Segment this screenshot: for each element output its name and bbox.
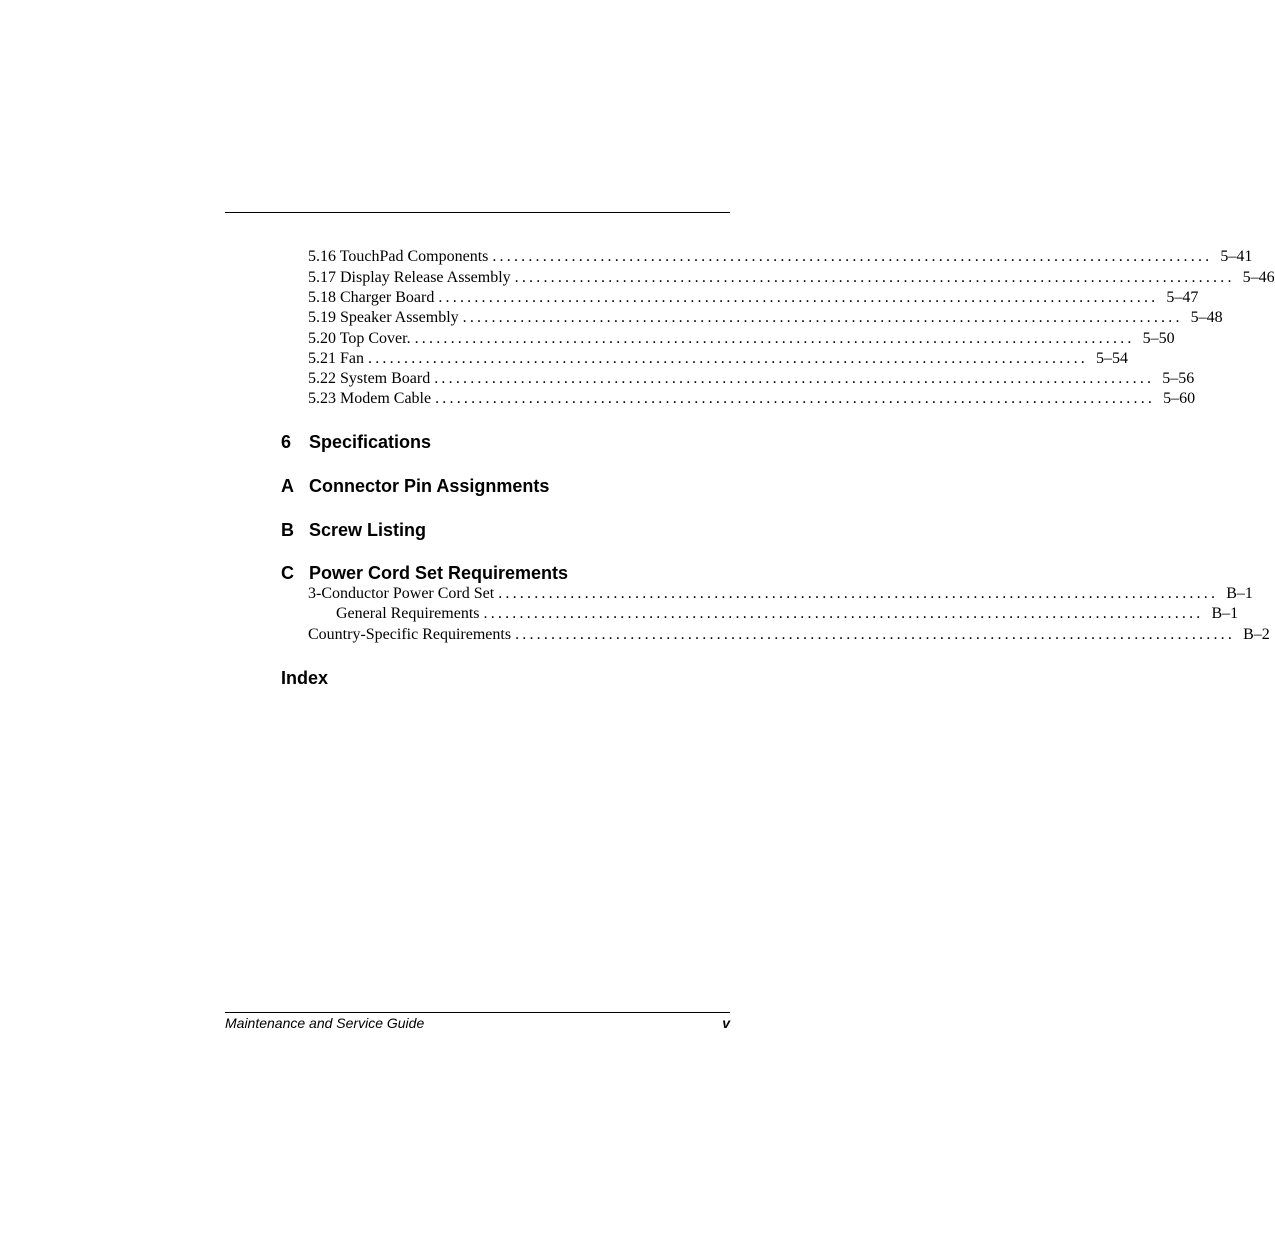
toc-entry-page: 5–54 xyxy=(1096,350,1128,367)
toc-entry[interactable] xyxy=(336,604,1239,624)
leader-dots: .................................................................................................... xyxy=(514,269,1235,286)
chapter-number: A xyxy=(281,476,294,496)
chapter-number: 6 xyxy=(281,432,292,452)
toc-entry[interactable] xyxy=(308,329,1175,349)
chapter-heading[interactable] xyxy=(281,474,549,498)
toc-entry-title: 5.19 Speaker Assembly xyxy=(308,309,459,326)
toc-entry[interactable] xyxy=(308,288,1199,308)
toc-entry-title: 5.23 Modem Cable xyxy=(308,390,432,407)
leader-dots: .................................................................................................... xyxy=(515,626,1236,643)
toc-entry-page: B–1 xyxy=(1226,585,1253,602)
toc-entry[interactable] xyxy=(308,247,1253,267)
page-number: v xyxy=(722,1015,730,1031)
toc-entry-title: 5.22 System Board xyxy=(308,370,431,387)
toc-entry-page: 5–50 xyxy=(1142,330,1175,347)
leader-dots: .................................................................................................... xyxy=(438,289,1159,306)
toc-entry-page: 5–41 xyxy=(1220,248,1253,265)
leader-dots: .................................................................................................... xyxy=(498,585,1219,602)
leader-dots: .................................................................................................... xyxy=(492,248,1213,265)
toc-entry[interactable] xyxy=(308,625,1270,645)
page-footer xyxy=(225,1013,730,1033)
chapter-number: C xyxy=(281,563,294,583)
chapter-heading[interactable] xyxy=(281,518,426,542)
toc-entry-title: 5.18 Charger Board xyxy=(308,289,435,306)
leader-dots: .................................................................................................... xyxy=(414,330,1135,347)
toc-entry[interactable] xyxy=(308,308,1223,328)
index-heading[interactable]: Index xyxy=(281,668,329,688)
guide-title: Maintenance and Service Guide xyxy=(225,1015,425,1031)
toc-entry-page: 5–48 xyxy=(1190,309,1223,326)
toc-entry[interactable] xyxy=(308,369,1195,389)
toc-entry[interactable] xyxy=(308,268,1275,288)
chapter-title: Power Cord Set Requirements xyxy=(309,563,569,583)
toc-entry-title: Country-Specific Requirements xyxy=(308,626,512,643)
toc-entry-title: 3-Conductor Power Cord Set xyxy=(308,585,495,602)
toc-entry-title: General Requirements xyxy=(336,605,480,622)
toc-entry-page: 5–47 xyxy=(1166,289,1199,306)
chapter-title: Specifications xyxy=(309,432,432,452)
chapter-heading[interactable] xyxy=(281,561,568,585)
chapter-title: Screw Listing xyxy=(309,520,427,540)
header-rule xyxy=(225,212,730,213)
toc-entry-title: 5.21 Fan xyxy=(308,350,364,367)
leader-dots: .................................................................................................... xyxy=(462,309,1183,326)
leader-dots: .................................................................................................... xyxy=(435,390,1156,407)
chapter-number: B xyxy=(281,520,294,540)
chapter-title: Connector Pin Assignments xyxy=(309,476,550,496)
leader-dots: .................................................................................................... xyxy=(434,370,1155,387)
toc-entry[interactable] xyxy=(308,349,1128,369)
toc-entry-title: 5.20 Top Cover. xyxy=(308,330,411,347)
toc-entry-page: B–1 xyxy=(1211,605,1239,622)
toc-entry[interactable] xyxy=(308,389,1196,409)
toc-entry-page: 5–46 xyxy=(1242,269,1275,286)
toc-entry-title: 5.17 Display Release Assembly xyxy=(308,269,511,286)
toc-entry-page: B–2 xyxy=(1243,626,1270,643)
toc-entry-page: 5–56 xyxy=(1162,370,1195,387)
toc-entry-title: 5.16 TouchPad Components xyxy=(308,248,489,265)
chapter-heading[interactable] xyxy=(281,430,431,454)
toc-entry-page: 5–60 xyxy=(1163,390,1196,407)
leader-dots: .................................................................................................... xyxy=(483,605,1204,622)
toc-entry[interactable] xyxy=(308,584,1253,604)
leader-dots: .................................................................................................... xyxy=(368,350,1088,367)
